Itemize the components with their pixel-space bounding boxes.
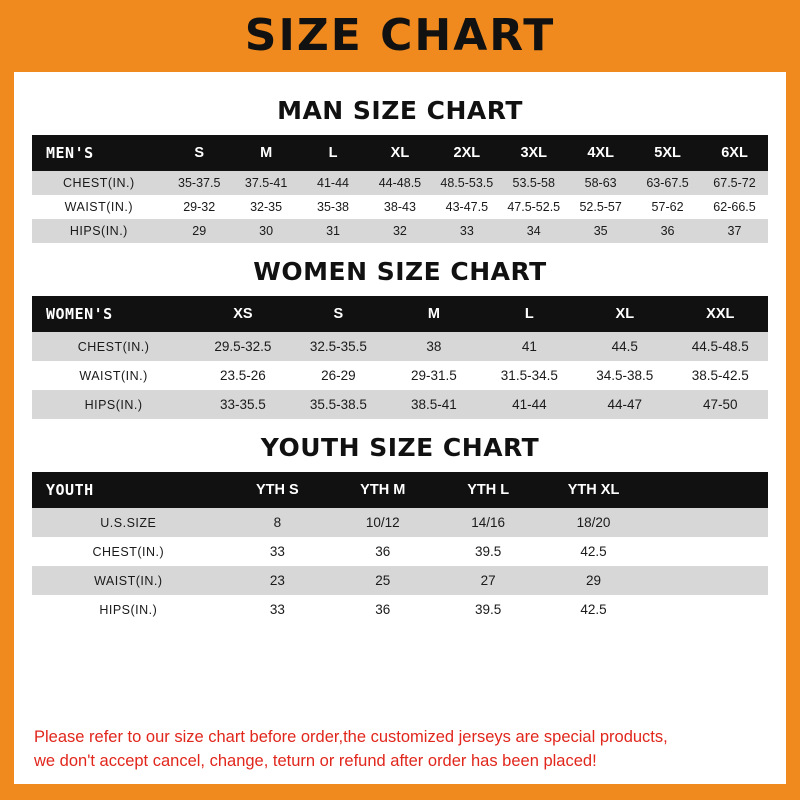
men-chest-3xl: 53.5-58 <box>500 171 567 195</box>
youth-chest-l: 39.5 <box>435 537 540 566</box>
women-waist-xxl: 38.5-42.5 <box>673 361 768 390</box>
men-waist-4xl: 52.5-57 <box>567 195 634 219</box>
men-hips-xl: 32 <box>366 219 433 243</box>
men-waist-l: 35-38 <box>300 195 367 219</box>
header-banner <box>14 0 786 72</box>
youth-header-row <box>32 472 768 508</box>
women-col-s: S <box>291 296 386 332</box>
youth-ussize-m: 10/12 <box>330 508 435 537</box>
table-row <box>32 595 768 624</box>
table-row <box>32 361 768 390</box>
men-waist-2xl: 43-47.5 <box>433 195 500 219</box>
men-waist-6xl: 62-66.5 <box>701 195 768 219</box>
women-chest-label: CHEST(IN.) <box>32 332 195 361</box>
women-col-l: L <box>482 296 577 332</box>
women-hips-label: HIPS(IN.) <box>32 390 195 419</box>
women-col-xs: XS <box>195 296 290 332</box>
youth-chest-s: 33 <box>225 537 330 566</box>
men-hips-5xl: 36 <box>634 219 701 243</box>
men-col-6xl: 6XL <box>701 135 768 171</box>
men-waist-s: 29-32 <box>166 195 233 219</box>
women-row-header: WOMEN'S <box>32 296 195 332</box>
women-hips-xxl: 47-50 <box>673 390 768 419</box>
men-chest-s: 35-37.5 <box>166 171 233 195</box>
men-waist-label: WAIST(IN.) <box>32 195 166 219</box>
men-col-l: L <box>300 135 367 171</box>
men-section-title: MAN SIZE CHART <box>277 96 523 125</box>
youth-col-l: YTH L <box>435 472 540 508</box>
youth-col-xl: YTH XL <box>541 472 646 508</box>
youth-row-header: YOUTH <box>32 472 225 508</box>
women-waist-l: 31.5-34.5 <box>482 361 577 390</box>
women-col-m: M <box>386 296 481 332</box>
women-hips-m: 38.5-41 <box>386 390 481 419</box>
men-hips-3xl: 34 <box>500 219 567 243</box>
women-hips-l: 41-44 <box>482 390 577 419</box>
men-row-header: MEN'S <box>32 135 166 171</box>
youth-hips-label: HIPS(IN.) <box>32 595 225 624</box>
women-chest-xxl: 44.5-48.5 <box>673 332 768 361</box>
youth-col-s: YTH S <box>225 472 330 508</box>
youth-ussize-spacer <box>646 508 768 537</box>
table-row <box>32 195 768 219</box>
women-hips-s: 35.5-38.5 <box>291 390 386 419</box>
youth-chest-m: 36 <box>330 537 435 566</box>
youth-table-head <box>32 472 768 508</box>
men-table-body <box>32 171 768 243</box>
youth-waist-s: 23 <box>225 566 330 595</box>
men-waist-3xl: 47.5-52.5 <box>500 195 567 219</box>
youth-hips-s: 33 <box>225 595 330 624</box>
youth-hips-spacer <box>646 595 768 624</box>
women-waist-label: WAIST(IN.) <box>32 361 195 390</box>
women-chest-m: 38 <box>386 332 481 361</box>
footer-line-2: we don't accept cancel, change, teturn or refund after order has been placed! <box>34 752 597 771</box>
women-table-body <box>32 332 768 419</box>
women-chest-s: 32.5-35.5 <box>291 332 386 361</box>
women-chest-l: 41 <box>482 332 577 361</box>
table-row <box>32 171 768 195</box>
men-chest-l: 41-44 <box>300 171 367 195</box>
men-header-row <box>32 135 768 171</box>
page-title: SIZE CHART <box>244 10 556 61</box>
men-table-head <box>32 135 768 171</box>
youth-ussize-xl: 18/20 <box>541 508 646 537</box>
men-col-xl: XL <box>366 135 433 171</box>
women-table-head <box>32 296 768 332</box>
table-row <box>32 537 768 566</box>
men-hips-2xl: 33 <box>433 219 500 243</box>
table-row <box>32 390 768 419</box>
youth-waist-xl: 29 <box>541 566 646 595</box>
women-hips-xl: 44-47 <box>577 390 672 419</box>
men-hips-4xl: 35 <box>567 219 634 243</box>
men-chest-xl: 44-48.5 <box>366 171 433 195</box>
youth-section-title: YOUTH SIZE CHART <box>260 433 540 462</box>
footer-line-1: Please refer to our size chart before order,the customized jerseys are special products, <box>34 728 668 747</box>
youth-chest-label: CHEST(IN.) <box>32 537 225 566</box>
women-size-table <box>32 296 768 419</box>
men-chest-m: 37.5-41 <box>233 171 300 195</box>
men-chest-label: CHEST(IN.) <box>32 171 166 195</box>
charts-content <box>14 72 786 718</box>
men-col-3xl: 3XL <box>500 135 567 171</box>
women-waist-m: 29-31.5 <box>386 361 481 390</box>
table-row <box>32 219 768 243</box>
youth-table-body <box>32 508 768 624</box>
youth-size-table <box>32 472 768 624</box>
women-col-xxl: XXL <box>673 296 768 332</box>
men-col-m: M <box>233 135 300 171</box>
youth-waist-spacer <box>646 566 768 595</box>
youth-col-m: YTH M <box>330 472 435 508</box>
men-chest-2xl: 48.5-53.5 <box>433 171 500 195</box>
men-waist-xl: 38-43 <box>366 195 433 219</box>
men-chest-5xl: 63-67.5 <box>634 171 701 195</box>
men-size-table <box>32 135 768 243</box>
women-section-title: WOMEN SIZE CHART <box>253 257 547 286</box>
men-hips-6xl: 37 <box>701 219 768 243</box>
men-hips-label: HIPS(IN.) <box>32 219 166 243</box>
youth-ussize-s: 8 <box>225 508 330 537</box>
youth-waist-m: 25 <box>330 566 435 595</box>
men-chest-4xl: 58-63 <box>567 171 634 195</box>
table-row <box>32 332 768 361</box>
men-hips-l: 31 <box>300 219 367 243</box>
women-hips-xs: 33-35.5 <box>195 390 290 419</box>
youth-col-spacer <box>646 472 768 508</box>
table-row <box>32 566 768 595</box>
table-row <box>32 508 768 537</box>
men-col-5xl: 5XL <box>634 135 701 171</box>
men-col-s: S <box>166 135 233 171</box>
youth-waist-label: WAIST(IN.) <box>32 566 225 595</box>
men-col-4xl: 4XL <box>567 135 634 171</box>
men-waist-m: 32-35 <box>233 195 300 219</box>
youth-waist-l: 27 <box>435 566 540 595</box>
women-waist-s: 26-29 <box>291 361 386 390</box>
women-header-row <box>32 296 768 332</box>
youth-chest-xl: 42.5 <box>541 537 646 566</box>
women-waist-xs: 23.5-26 <box>195 361 290 390</box>
youth-ussize-label: U.S.SIZE <box>32 508 225 537</box>
youth-ussize-l: 14/16 <box>435 508 540 537</box>
men-chest-6xl: 67.5-72 <box>701 171 768 195</box>
men-col-2xl: 2XL <box>433 135 500 171</box>
youth-hips-l: 39.5 <box>435 595 540 624</box>
youth-hips-m: 36 <box>330 595 435 624</box>
women-chest-xl: 44.5 <box>577 332 672 361</box>
bottom-accent-bar <box>14 784 786 800</box>
footer-note <box>14 718 786 784</box>
youth-hips-xl: 42.5 <box>541 595 646 624</box>
men-hips-m: 30 <box>233 219 300 243</box>
women-col-xl: XL <box>577 296 672 332</box>
men-hips-s: 29 <box>166 219 233 243</box>
women-waist-xl: 34.5-38.5 <box>577 361 672 390</box>
men-waist-5xl: 57-62 <box>634 195 701 219</box>
youth-chest-spacer <box>646 537 768 566</box>
women-chest-xs: 29.5-32.5 <box>195 332 290 361</box>
